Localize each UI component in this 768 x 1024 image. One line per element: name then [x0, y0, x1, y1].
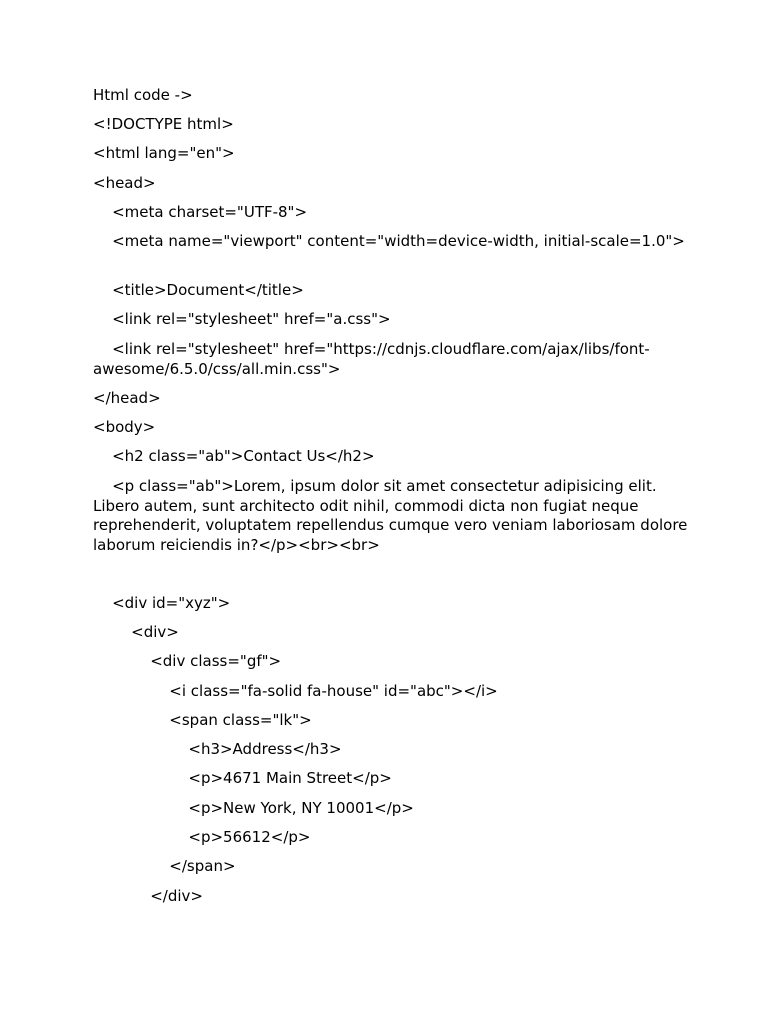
- text-line: <link rel="stylesheet" href="a.css">: [93, 310, 391, 328]
- text-line: <!DOCTYPE html>: [93, 115, 234, 133]
- text-line: <h2 class="ab">Contact Us</h2>: [93, 447, 375, 465]
- text-line: <meta name="viewport" content="width=device-width, initial-scale=1.0">: [93, 232, 685, 250]
- text-line: <head>: [93, 174, 156, 192]
- text-line: <meta charset="UTF-8">: [93, 203, 308, 221]
- text-line: <html lang="en">: [93, 144, 235, 162]
- text-line: <span class="lk">: [93, 711, 312, 729]
- text-line: <p>4671 Main Street</p>: [93, 769, 392, 787]
- text-line: <p>New York, NY 10001</p>: [93, 799, 414, 817]
- text-line: <div id="xyz">: [93, 594, 231, 612]
- text-line: </span>: [93, 857, 236, 875]
- text-line: </div>: [93, 887, 203, 905]
- text-line: </head>: [93, 389, 161, 407]
- text-line: <body>: [93, 418, 156, 436]
- text-line: <h3>Address</h3>: [93, 740, 342, 758]
- text-line: <div>: [93, 623, 179, 641]
- text-paragraph: <p class="ab">Lorem, ipsum dolor sit amet consectetur adipisicing elit. Libero autem, sunt architecto odit nihil, commodi dicta non fugiat neque reprehenderit, voluptatem repellendus cumque vero veniam laboriosam dolore laborum reiciendis in?</p><br><br>: [93, 477, 693, 554]
- text-line: Html code ->: [93, 86, 193, 104]
- text-line: <link rel="stylesheet" href="https://cdnjs.cloudflare.com/ajax/libs/font-awesome/6.5.0/css/all.min.css">: [93, 340, 650, 378]
- text-line: <title>Document</title>: [93, 281, 304, 299]
- text-line: <div class="gf">: [93, 652, 282, 670]
- text-line: <p>56612</p>: [93, 828, 311, 846]
- text-line: <i class="fa-solid fa-house" id="abc"></i>: [93, 682, 498, 700]
